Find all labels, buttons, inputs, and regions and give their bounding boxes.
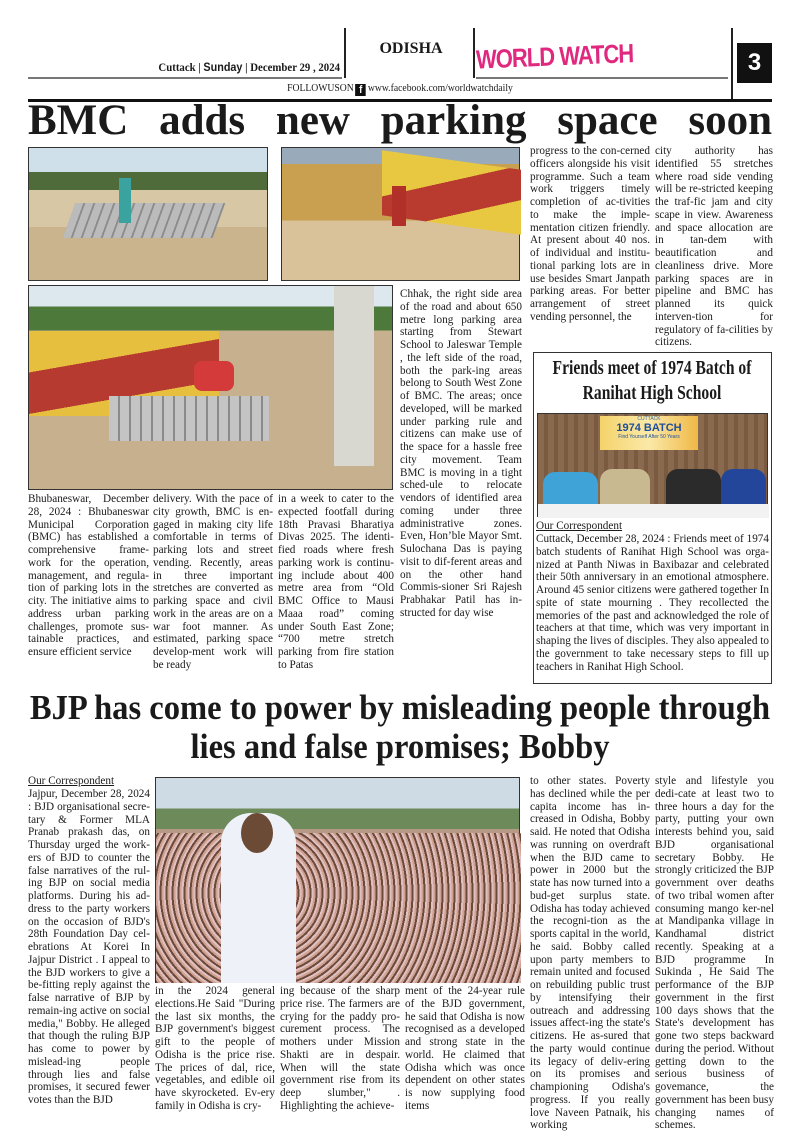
photo-bjd-rally bbox=[155, 777, 520, 983]
masthead-rule bbox=[476, 77, 728, 79]
issue-date: Cuttack | Sunday | December 29 , 2024 bbox=[158, 60, 340, 74]
article-column: Jajpur, December 28, 2024 : BJD organisational secre-tary & Former MLA Pranab prakash das, on Thursday urged the work-ers of BJD to counter the false narratives of the rul-ing BJP on social media platforms. During his ad-dress to the party workers on the occasion of BJD's 28th Foundation Day cel-ebrations At Korei In Jajpur District . I appeal to the BJD workers to give a be-fitting reply against the false narrative of BJP by remain-ing active on social media," Bobby. He alleged that though the ruling BJP has come to power by mislead-ing people through lies and false promises, it secured fewer votes than the BJD bbox=[28, 788, 150, 1106]
photo-paving-workers bbox=[28, 147, 268, 281]
tree-trunk bbox=[334, 286, 374, 466]
section-title: ODISHA bbox=[379, 40, 443, 57]
article-column: style and lifestyle you dedi-cate at least two to three hours a day for the party, putting your own interests behind you, said BJD organisational secretary Bobby. He strongly criticized the BJP government over deaths of two tribal women after consuming mango ker-nel at Mandipanka village in Kandhamal district recently. Speaking at a BJD programme In Sukinda , He Said The performance of the BJP government in the first 100 days shows that the State's development has gone two steps backward during the period. Without getting down to the serious business of govemance, the government has been busy changing names of schemes. bbox=[655, 775, 774, 1132]
article-body: Cuttack, December 28, 2024 : Friends meet of 1974 batch students of Ranihat High School was orga-nized at Panth Niwas in Baxibazar and celebrated their 50th anniversary in an emotional atmosphere. Around 45 senior citizens were gathered together In spite of state mourning . They recollected the memories of the past and acknowledged the role of teachers at that time, which was very important in shaping the lives of disciples. They also appealed to the government to take necessary steps to fill up teachers in Ranihat High School. bbox=[536, 533, 769, 673]
worker-figure bbox=[194, 361, 234, 391]
friends-meet-box bbox=[533, 352, 772, 684]
paver-blocks bbox=[63, 203, 226, 238]
article-column: Chhak, the right side area of the road and about 650 metre long parking area starting from Stewart School to Jaleswar Temple , the left side of the road, both the park-ing areas belong to South West Zone of BMC. The areas; once developed, will be marked under parking rule and citizens can make use of the space for a hassle free city movement. Team BMC is moving in a tight sched-ule to relocate vendors of identified area coming under three administrative zones. Even, Hon’ble Mayor Smt. Sulochana Das is paying visit to dif-ferent areas and on the other hand Commis-sioner Sri Rajesh Prabhakar Patil has in-structed for day wise bbox=[400, 288, 522, 619]
worker-figure bbox=[119, 178, 131, 223]
byline: Our Correspondent bbox=[536, 520, 623, 532]
paver-blocks bbox=[109, 396, 269, 441]
article-column: ing because of the sharp price rise. The farmers are crying for the paddy pro-curement process. The mothers under Mission Shakti are in despair. When will the state government rise from its deep slumber," . Highlighting the achieve- bbox=[280, 985, 400, 1112]
follow-us: FOLLOWUSON f www.facebook.com/worldwatchdaily bbox=[287, 82, 513, 96]
worker-figure bbox=[392, 186, 406, 226]
article-column: in the 2024 general elections.He Said "During the last six months, the BJP government's biggest gift to the people of Odisha is the price rise. The prices of dal, rice, vegetables, and edible oil have skyrocketed. Ev-ery family in Odisha is cry- bbox=[155, 985, 275, 1112]
crowd bbox=[156, 833, 521, 983]
article-column: delivery. With the pace of city growth, BMC is en-gaged in making city life comfortable in terms of parking lots and street vending. Recently, areas in three important stretches are converted as parking space and civil work in the areas are on a war foot manner. As estimated, parking space develop-ment work will be ready bbox=[153, 493, 273, 671]
photo-laying-pavers bbox=[28, 285, 393, 490]
newspaper-logo: WORLD WATCH bbox=[475, 38, 634, 75]
article-column: Bhubaneswar, December 28, 2024 : Bhubaneswar Municipal Corporation (BMC) has established a comprehensive frame-work for the operation, management, and regula-tion of parking lots in the city. The initiative aims to address urban parking challenges, promote sus-tainable practices, and ensure efficient service bbox=[28, 493, 149, 658]
masthead-divider bbox=[344, 28, 346, 78]
event-banner: CUTTACK 1974 BATCH Find Yourself After 50 Years bbox=[600, 416, 698, 450]
photo-wall-mural-road bbox=[281, 147, 520, 281]
article-column: ment of the 24-year rule of the BJD government, he said that Odisha is now recognised as a developed and strong state in the world. He claimed that Odisha which was once dependent on other states is now supplying food items bbox=[405, 985, 525, 1112]
headline-bmc-parking: BMC adds new parking space soon bbox=[28, 97, 772, 144]
facebook-icon: f bbox=[356, 84, 367, 96]
article-column: in a week to cater to the expected footfall during 18th Pravasi Bharatiya Divas 2025. The identi-fied roads where fresh parking work is continu-ing include about 400 metre area from “Old BMC Office to Mausi Maaa road” coming under South East Zone; “700 metre stretch parking from fire station to Patas bbox=[278, 493, 394, 671]
masthead-divider bbox=[473, 28, 475, 78]
byline: Our Correspondent bbox=[28, 775, 115, 787]
headline-friends-meet: Friends meet of 1974 Batch of Ranihat High School bbox=[535, 353, 769, 406]
article-column: city authority has identified 55 stretches where road side vending will be re-stricted keeping the traf-fic jam and city scape in view. Awareness and space allocation are in tan-dem with beautification and cleanliness drive. More parking spaces are in pipeline and BMC has planned its quick interven-tion for regulatory of fa-cilities by citizens. bbox=[655, 145, 773, 349]
masthead-rule bbox=[28, 77, 342, 79]
article-column: to other states. Poverty has declined while the per capita income has in-creased in Odisha, Bobby said. He noted that Odisha was running on overdraft when the BJD came to power in 2000 but the state has now turned into a bud-get surplus state. Odisha has today achieved the recogni-tion as the sports capital in the world, he said. Bobby called upon party members to remain united and focused on rebuilding public trust by intensifying their outreach and addressing issues affect-ing the state's citizens. He as-sured that the party would continue its legacy of deliv-ering on its promises and championing Odisha's progress. If you really love Naveen Patnaik, his working bbox=[530, 775, 650, 1132]
facebook-link[interactable]: www.facebook.com/worldwatchdaily bbox=[367, 82, 513, 94]
speaker-head bbox=[241, 813, 273, 853]
photo-friends-meet bbox=[537, 413, 768, 517]
page-number: 3 bbox=[737, 43, 772, 83]
table bbox=[538, 504, 769, 518]
headline-bjp-bobby: BJP has come to power by misleading people through lies and false promises; Bobby bbox=[29, 688, 771, 766]
article-column: progress to the con-cerned officers alongside his visit programme. Such a team work triggers timely completion of ac-tivities to make the imple-mentation citizen friendly. At present about 40 nos. of individual and institu-tional parking lots are in use besides Smart Janpath parking areas. For better arrangement of street vending personnel, the bbox=[530, 145, 650, 323]
